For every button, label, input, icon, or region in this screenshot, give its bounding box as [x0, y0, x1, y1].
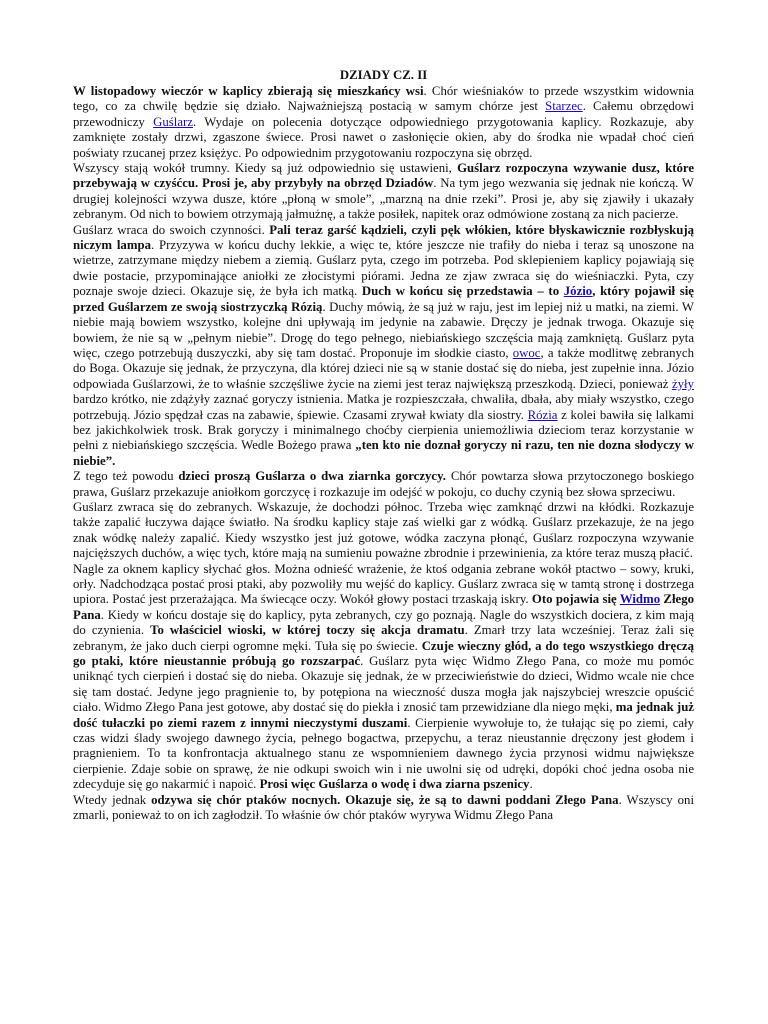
text-run: . Guślarz pyta więc Widmo Złego Pana, co może mu pomóc uniknąć tych cierpień i dostać się do nieba. Okazuje się jednak, że w przeciwieństwie do dzieci, Widmo wcale nie chce się tam dostać. Jedyne jego pragnienie to, by potępiona na wieczność dusza mogła jak najszybciej wreszcie opuścić ciało. Widmo Złego Pana jest gotowe, aby dostać się do piekła i znosić tam przewidziane dla niego męki,: [73, 654, 694, 715]
document-body: [73, 84, 694, 824]
text-run: , a także modlitwę zebranych do Boga. Okazuje się jednak, że przyczyna, dla której dzieci nie są w stanie dostać się do nieba, jest zupełnie inna. Józio odpowiada Guślarzowi, że to właśnie szczęśliwe życie na ziemi jest teraz największą przeszkodą. Dzieci, ponieważ: [73, 345, 694, 391]
text-run: . Całemu obrzędowi przewodniczy: [73, 99, 694, 129]
inline-link[interactable]: Widmo: [619, 592, 661, 607]
text-run: z kolei bawiła się lalkami bez jakichkolwiek trosk. Brak goryczy i minimalnego choćby cierpienia uniemożliwia dzieciom teraz korzystanie w pełni z niebiańskiego szczęścia. Wedle Bożego prawa: [73, 407, 695, 453]
text-run: . Kiedy w końcu dostaje się do kaplicy, pyta zebranych, czy go poznają. Nagle do wszystkich dociera, z kim mają do czynienia.: [73, 607, 694, 638]
bold-text: dzieci proszą Guślarza o dwa ziarnka gorczycy.: [178, 469, 446, 484]
paragraph: [73, 500, 694, 562]
text-run: . Zmarł trzy lata wcześniej. Teraz żali się zebranym, że jako duch cierpi ogromne męki. Tuła się po świecie.: [73, 623, 694, 653]
paragraph: [73, 562, 694, 793]
bold-text: Guślarz rozpoczyna wzywanie dusz, które przebywają w czyśćcu. Prosi je, aby przybyły na obrzęd Dziadów: [73, 161, 694, 191]
text-run: . Cierpienie wywołuje to, że tułając się po ziemi, cały czas widzi ślady swojego dawnego życia, pełnego bogactwa, przepychu, a teraz nieustannie dręczony jest głodem i pragnieniem. To ta konfrontacja aktualnego stanu ze wspomnieniem dawnego życia przynosi widmu największe cierpienie. Zdaje sobie on sprawę, że nie odkupi swoich win i nie uwolni się od udręki, dopóki choć jedna osoba nie zdecyduje się go nakarmić i napoić.: [73, 715, 695, 792]
inline-link[interactable]: Rózia: [527, 407, 558, 422]
text-run: .: [529, 777, 533, 792]
bold-text: Czuje wieczny głód, a do tego wszystkiego dręczą go ptaki, które nieustannie próbują go rozszarpać: [73, 638, 694, 669]
text-run: Nagle za oknem kaplicy słychać głos. Można odnieść wrażenie, że ktoś odgania zebrane wokół ptactwo – sowy, kruki, orły. Nadchodząca postać prosi ptaki, aby pozwoliły mu wejść do kaplicy. Guślarz zwraca się w tamtą stronę i dostrzega upiora. Postać jest przerażająca. Ma świecące oczy. Wokół głowy postaci trzaskają iskry.: [73, 561, 694, 607]
bold-text: Duch w końcu się przedstawia – to: [361, 284, 564, 299]
bold-text: W listopadowy wieczór w kaplicy zbierają się mieszkańcy wsi: [73, 84, 424, 98]
bold-text: „ten kto nie doznał goryczy ni razu, ten nie dozna słodyczy w niebie”.: [73, 438, 694, 468]
bold-text: Pali teraz garść kądzieli, czyli pęk włókien, które błyskawicznie rozbłyskują niczym lampa: [73, 222, 694, 253]
inline-link[interactable]: Józio: [563, 284, 593, 299]
text-run: . Chór wieśniaków to przede wszystkim widownia tego, co za chwilę będzie się działo. Najważniejszą postacią w samym chórze jest: [73, 84, 694, 114]
paragraph: [73, 793, 694, 824]
bold-text: Złego Pana: [73, 592, 694, 622]
text-run: Guślarz zwraca się do zebranych. Wskazuje, że dochodzi północ. Trzeba więc zamknąć drzwi na kłódki. Rozkazuje także zapalić łuczywa dające światło. Na środku kaplicy staje zaś wielki gar z wódką. Guślarz przekazuje, że na jego znak wódkę należy zapalić. Kiedy wszystko jest już gotowe, wódka zaczyna płonąć, Guślarz rozpoczyna wzywanie najcięższych duchów, a więc tych, które mają na sumieniu poważne zbrodnie i przewinienia, za które teraz muszą płacić.: [73, 499, 694, 561]
document-page: [73, 66, 694, 824]
text-run: . Na tym jego wezwania się jednak nie kończą. W drugiej kolejności wzywa dusze, które „płoną w smole”, „marzną na dnie rzeki”. Prosi je, aby się zjawiły i ukazały zebranym. Od nich to bowiem otrzymają jałmużnę, a także posiłek, napitek oraz odmówione zostaną za nich pacierze.: [73, 176, 694, 222]
text-run: Guślarz wraca do swoich czynności.: [73, 222, 270, 237]
bold-text: odzywa się chór ptaków nocnych. Okazuje się, że są to dawni poddani Złego Pana: [151, 792, 619, 807]
inline-link[interactable]: owoc: [512, 345, 541, 360]
inline-link[interactable]: żyły: [671, 376, 694, 391]
document-title: DZIADY CZ. II: [339, 68, 428, 82]
bold-text: To właściciel wioski, w której toczy się akcja dramatu: [150, 623, 465, 638]
text-run: Wszyscy stają wokół trumny. Kiedy są już odpowiednio się ustawieni,: [73, 161, 458, 176]
text-run: . Wszyscy oni zmarli, ponieważ to on ich zagłodził. To właśnie ów chór ptaków wyrywa Widmu Złego Pana: [73, 792, 695, 823]
inline-link[interactable]: Guślarz: [153, 114, 193, 129]
bold-text: Oto pojawia się: [531, 592, 620, 607]
paragraph: [73, 223, 694, 470]
bold-text: ma jednak już dość tułaczki po ziemi razem z innymi nieczystymi duszami: [73, 700, 694, 730]
text-run: Z tego też powodu: [73, 469, 179, 484]
bold-text: , który pojawił się przed Guślarzem ze swoją siostrzyczką Rózią: [73, 284, 694, 314]
paragraph: [73, 84, 694, 161]
text-run: . Przyzywa w końcu duchy lekkie, a więc te, które jeszcze nie trafiły do nieba i teraz są unoszone na wietrze, zatrzymane między niebem a ziemią. Guślarz pyta, czego im potrzeba. Pod sklepieniem kaplicy pojawiają się dwie postacie, przypominające aniołki ze złocistymi piórami. Jedna ze zjaw zwraca się do wieśniaczki. Pyta, czy poznaje swoje dzieci. Okazuje się, że była ich matką.: [73, 238, 694, 299]
text-run: bardzo krótko, nie zdążyły zaznać goryczy istnienia. Matka je rozpieszczała, chwaliła, dbała, aby miały wszystko, czego potrzebują. Józio spędzał czas na zabawie, śpiewie. Czasami zrywał kwiaty dla siostry.: [73, 392, 694, 422]
text-run: . Duchy mówią, że są już w raju, jest im lepiej niż u matki, na ziemi. W niebie mają bowiem wszystko, kolejne dni upływają im jedynie na zabawie. Dręczy je jednak trwoga. Okazuje się bowiem, że nie są w „pełnym niebie”. Drogę do tego pełnego, niebiańskiego szczęścia mają zamkniętą. Guślarz pyta więc, czego potrzebują duszyczki, aby się tam dostać. Proponuje im słodkie ciasto,: [73, 299, 694, 360]
text-run: Chór powtarza słowa przytoczonego boskiego prawa, Guślarz przekazuje aniołkom gorczycę i rozkazuje im odejść w pokoju, co duchy czynią bez słowa sprzeciwu.: [73, 469, 695, 499]
bold-text: Prosi więc Guślarza o wodę i dwa ziarna pszenicy: [259, 777, 530, 792]
inline-link[interactable]: Starzec: [545, 99, 583, 114]
text-run: Wtedy jednak: [73, 792, 152, 807]
paragraph: [73, 161, 694, 223]
paragraph: [73, 469, 694, 500]
text-run: . Wydaje on polecenia dotyczące odpowiedniego przygotowania kaplicy. Rozkazuje, aby zamknięte zostały drzwi, zgaszone świece. Prosi nawet o zasłonięcie okien, aby do środka nie wpadał choć cień poświaty rzucanej przez księżyc. Po odpowiednim przygotowaniu rozpoczyna się obrzęd.: [73, 114, 694, 160]
